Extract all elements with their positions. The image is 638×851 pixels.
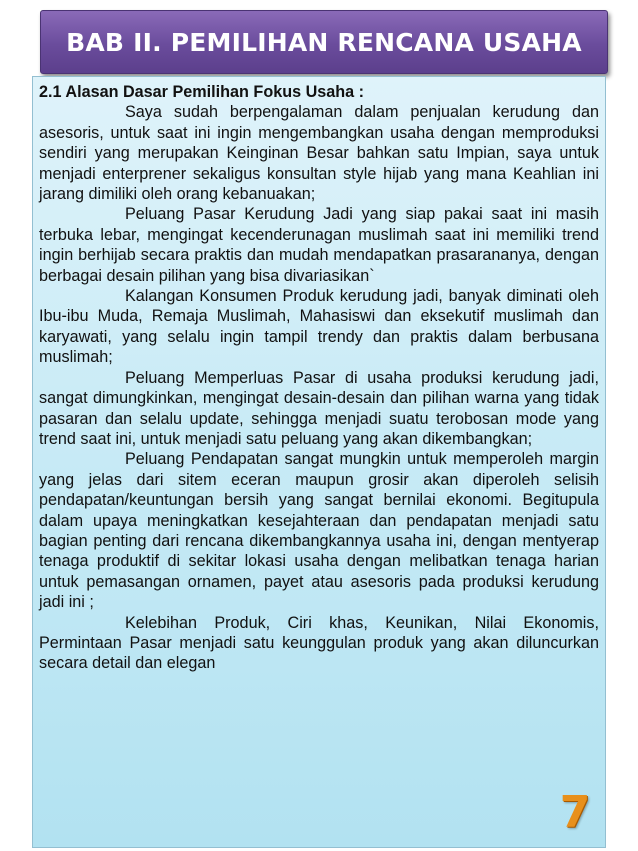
page-title: BAB II. PEMILIHAN RENCANA USAHA: [66, 27, 582, 57]
paragraph-memperluas-pasar: Peluang Memperluas Pasar di usaha produksi kerudung jadi, sangat dimungkinkan, mengingat desain-desain dan pilihan warna yang tidak pasaran dan selalu update, sehingga menjadi suatu terobosan mode yang trend saat ini, untuk menjadi satu peluang yang akan dikembangkan;: [39, 368, 599, 448]
content-box: [32, 76, 606, 848]
paragraph-kalangan-konsumen: Kalangan Konsumen Produk kerudung jadi, banyak diminati oleh Ibu-ibu Muda, Remaja Muslimah, Mahasiswi dan eksekutif muslimah dan karyawati, yang selalu ingin tampil trendy dan praktis dalam berbusana muslimah;: [39, 287, 599, 367]
paragraph-pengalaman: Saya sudah berpengalaman dalam penjualan kerudung dan asesoris, untuk saat ini ingin mengembangkan usaha dengan memproduksi sendiri yang merupakan Keinginan Besar bahkan satu Impian, saya untuk menjadi enterprener sekaligus konsultan style hijab yang mana Keahlian ini jarang dimiliki oleh orang kebanuakan;: [39, 103, 599, 204]
title-banner: [40, 10, 608, 74]
section-heading: 2.1 Alasan Dasar Pemilihan Fokus Usaha :: [39, 83, 365, 101]
section-body: [39, 82, 599, 674]
paragraph-kelebihan-produk: Kelebihan Produk, Ciri khas, Keunikan, Nilai Ekonomis, Permintaan Pasar menjadi satu keunggulan produk yang akan diluncurkan secara detail dan elegan: [39, 613, 599, 673]
paragraph-peluang-pasar: Peluang Pasar Kerudung Jadi yang siap pakai saat ini masih terbuka lebar, mengingat kecenderunagan muslimah saat ini memiliki trend ingin berhijab secara praktis dan mudah mendapatkan prasarananya, dengan berbagai desain pilihan yang bisa divariasikan`: [39, 205, 599, 285]
paragraph-peluang-pendapatan: Peluang Pendapatan sangat mungkin untuk memperoleh margin yang jelas dari sitem eceran maupun grosir akan diperoleh selisih pendapatan/keuntungan bersih yang sangat bernilai ekonomi. Begitupula dalam upaya meningkatkan kesejahteraan dan pendapatan menjadi satu bagian penting dari rencana dikembangkannya usaha ini, dengan mentyerap tenaga produktif di sekitar lokasi usaha dengan melibatkan tenaga harian untuk pemasangan ornamen, payet atau asesoris pada produksi kerudung jadi ini ;: [39, 450, 599, 612]
page-number: 7: [559, 786, 591, 838]
